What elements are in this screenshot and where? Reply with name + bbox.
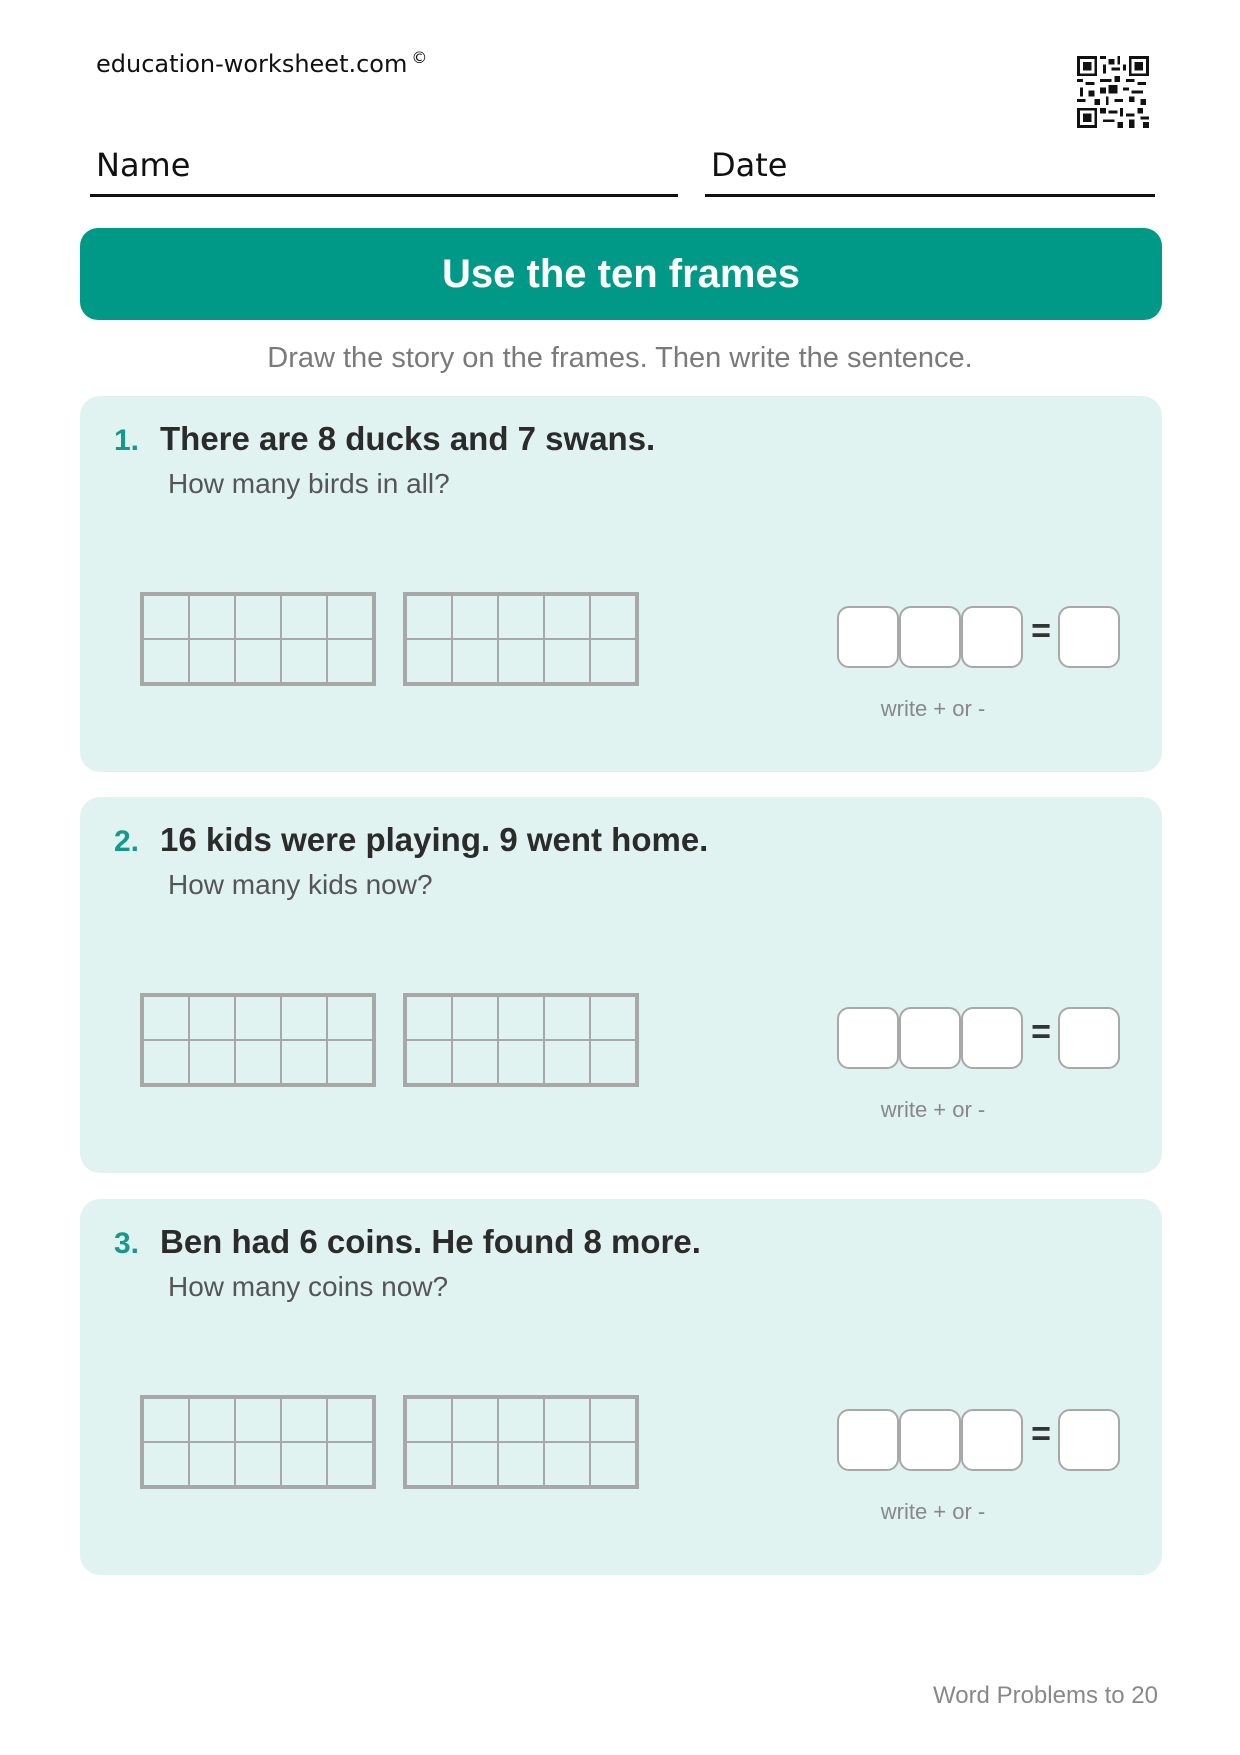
second-number-box[interactable] [961,606,1023,668]
ten-frame-cell[interactable] [406,639,452,683]
problem-question: How many coins now? [168,1271,449,1302]
problem-card-2 [80,797,1162,1173]
ten-frame-cell[interactable] [544,1040,590,1084]
ten-frame-cell[interactable] [452,996,498,1040]
ten-frame-right[interactable] [403,1395,639,1489]
ten-frame-cell[interactable] [235,1040,281,1084]
ten-frame-cell[interactable] [544,1398,590,1442]
ten-frame-cell[interactable] [590,1040,636,1084]
ten-frame-cell[interactable] [327,1398,373,1442]
ten-frame-right[interactable] [403,592,639,686]
problem-number: 1. [114,424,140,457]
problem-story: There are 8 ducks and 7 swans. [160,420,656,457]
operator-hint: write + or - [880,1499,986,1524]
problem-story: Ben had 6 coins. He found 8 more. [160,1223,701,1260]
ten-frame-cell[interactable] [235,639,281,683]
ten-frame-cell[interactable] [327,1442,373,1486]
ten-frame-cell[interactable] [235,595,281,639]
qr-code-icon [1077,56,1149,128]
operator-box[interactable] [899,1409,961,1471]
ten-frame-cell[interactable] [327,595,373,639]
ten-frame-cell[interactable] [281,1442,327,1486]
date-field[interactable] [705,140,1155,197]
ten-frame-left[interactable] [140,592,376,686]
ten-frame-cell[interactable] [544,996,590,1040]
operator-box[interactable] [899,1007,961,1069]
ten-frame-cell[interactable] [544,595,590,639]
ten-frame-cell[interactable] [544,1442,590,1486]
ten-frame-cell[interactable] [189,1442,235,1486]
equals-sign: = [1031,612,1051,650]
ten-frame-cell[interactable] [189,595,235,639]
ten-frame-cell[interactable] [406,1040,452,1084]
copyright-symbol: © [411,48,428,67]
ten-frame-cell[interactable] [281,996,327,1040]
ten-frame-cell[interactable] [406,1398,452,1442]
name-field[interactable] [90,140,678,197]
result-box[interactable] [1058,606,1120,668]
ten-frame-cell[interactable] [143,1040,189,1084]
ten-frame-cell[interactable] [189,996,235,1040]
ten-frame-cell[interactable] [143,996,189,1040]
ten-frame-cell[interactable] [189,1398,235,1442]
ten-frame-cell[interactable] [452,595,498,639]
ten-frame-cell[interactable] [590,639,636,683]
brand-text: education-worksheet.com [96,50,408,78]
ten-frame-cell[interactable] [281,595,327,639]
ten-frame-cell[interactable] [498,639,544,683]
second-number-box[interactable] [961,1409,1023,1471]
ten-frame-cell[interactable] [189,1040,235,1084]
ten-frame-cell[interactable] [452,639,498,683]
equals-sign: = [1031,1013,1051,1051]
result-box[interactable] [1058,1409,1120,1471]
ten-frame-cell[interactable] [327,639,373,683]
ten-frame-cell[interactable] [498,595,544,639]
first-number-box[interactable] [837,1409,899,1471]
instructions: Draw the story on the frames. Then write the sentence. [267,342,973,374]
problem-story: 16 kids were playing. 9 went home. [160,821,709,858]
operator-hint: write + or - [880,696,986,721]
ten-frame-cell[interactable] [498,1040,544,1084]
footer-topic: Word Problems to 20 [933,1682,1158,1709]
ten-frame-cell[interactable] [143,1398,189,1442]
ten-frame-cell[interactable] [327,996,373,1040]
equals-sign: = [1031,1415,1051,1453]
problem-question: How many birds in all? [168,468,450,499]
ten-frame-cell[interactable] [452,1398,498,1442]
ten-frame-cell[interactable] [235,996,281,1040]
date-label: Date [711,146,788,184]
result-box[interactable] [1058,1007,1120,1069]
ten-frame-cell[interactable] [143,595,189,639]
ten-frame-cell[interactable] [143,639,189,683]
operator-hint: write + or - [880,1097,986,1122]
ten-frame-right[interactable] [403,993,639,1087]
ten-frame-left[interactable] [140,1395,376,1489]
ten-frame-cell[interactable] [498,996,544,1040]
site-brand [96,48,427,78]
ten-frame-cell[interactable] [590,595,636,639]
ten-frame-cell[interactable] [498,1398,544,1442]
problem-number: 3. [114,1227,140,1260]
ten-frame-cell[interactable] [143,1442,189,1486]
ten-frame-left[interactable] [140,993,376,1087]
ten-frame-cell[interactable] [498,1442,544,1486]
ten-frame-cell[interactable] [452,1040,498,1084]
ten-frame-cell[interactable] [544,639,590,683]
ten-frame-cell[interactable] [590,1442,636,1486]
first-number-box[interactable] [837,1007,899,1069]
ten-frame-cell[interactable] [281,1398,327,1442]
problem-number: 2. [114,825,140,858]
problem-card-3 [80,1199,1162,1575]
operator-box[interactable] [899,606,961,668]
ten-frame-cell[interactable] [189,639,235,683]
problem-question: How many kids now? [168,869,433,900]
ten-frame-cell[interactable] [590,1398,636,1442]
name-label: Name [96,146,191,184]
ten-frame-cell[interactable] [406,595,452,639]
ten-frame-cell[interactable] [406,996,452,1040]
problem-card-1 [80,396,1162,772]
ten-frame-cell[interactable] [406,1442,452,1486]
ten-frame-cell[interactable] [235,1398,281,1442]
ten-frame-cell[interactable] [327,1040,373,1084]
ten-frame-cell[interactable] [235,1442,281,1486]
first-number-box[interactable] [837,606,899,668]
ten-frame-cell[interactable] [452,1442,498,1486]
ten-frame-cell[interactable] [281,639,327,683]
second-number-box[interactable] [961,1007,1023,1069]
ten-frame-cell[interactable] [590,996,636,1040]
ten-frame-cell[interactable] [281,1040,327,1084]
worksheet-title: Use the ten frames [80,228,1162,320]
